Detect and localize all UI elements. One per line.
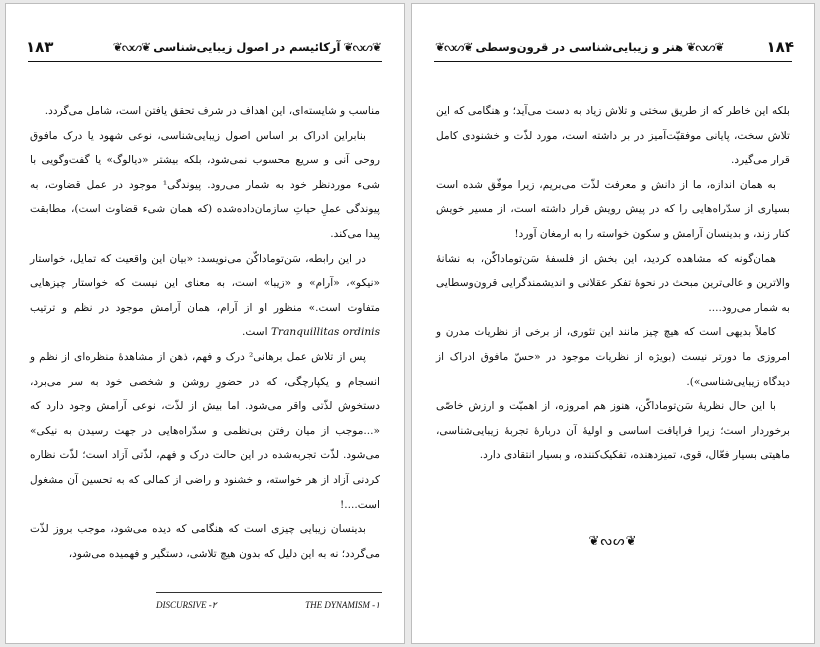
footnote-rule xyxy=(156,592,382,593)
end-ornament-icon: ❦ᔓᔕ❦ xyxy=(588,534,638,549)
paragraph: بدینسان زیبایی چیزی است که هنگامی که دیده می‌شود، موجب بروز لذّت می‌گردد؛ نه به این دلیل که بدون هیچ تلاشی، دستگیر و فهمیده می‌شود، xyxy=(30,523,380,560)
ornament-icon: ❦ᔓᔕ❦ xyxy=(343,40,381,54)
paragraph: بلکه این خاطر که از طریق سختی و تلاش زیاد به دست می‌آید؛ و هنگامی که این تلاش سخت، پایانی موفقیّت‌آمیز در بر داشته است، مورد لذّت و خشنودی کامل قرار می‌گیرد. xyxy=(436,105,790,167)
page-body xyxy=(30,99,380,566)
paragraph: به همان اندازه، ما از دانش و معرفت لذّت می‌بریم، زیرا موفّق شده است بسیاری از سدّراه‌هایی را که در پیش رویش قرار داشته است، از مسیر خویش کنار زند، و بدینسان آرامش و سکون خواسته را به ارمغان آورد! xyxy=(436,178,790,240)
running-title: هنر و زیبایی‌شناسی در قرون‌وسطی xyxy=(475,40,684,54)
paragraph: پس از تلاش عمل برهانی² درک و فهم، ذهن از مشاهدهٔ منظره‌ای از نظم و انسجام و یکپارچگی، که در حضورِ روشن و شخصی خود به سر می‌برد، دستخوش لذّتی واقر می‌شود. اما بیش از لذّت، نوعی آرامش وجود دارد که «...موجب از میان رفتن بی‌نظمی و سدّراه‌هایی در جهت رسیدن به نیکی» می‌شود. لذّت تجربه‌شده در این حالت درک و فهم، لذّتی آزاد است؛ لذّت نظاره کردنی آزاد از هر خواسته، و خشنود و راضی از کمالی که به تحسین آن مشغول است....! xyxy=(30,350,380,511)
page-header xyxy=(26,36,384,58)
right-page xyxy=(411,3,815,644)
left-page xyxy=(5,3,405,644)
paragraph: مناسب و شایسته‌ای، این اهداف در شرف تحقق یافتن است، شامل می‌گردد. xyxy=(44,105,380,117)
page-header xyxy=(432,36,794,58)
paragraph: با این حال نظریهٔ سَن‌توماداکّن، هنوز هم امروزه، از اهمیّت و ارزش خاصّی برخوردار است؛ زیرا فرایافت اساسی و اولیهٔ آن دربارهٔ تجربهٔ زیبایی‌شناسی، ماهیتی بسیار فعّال، قوی، تمیزدهنده، تفکیک‌کننده، و بسیار انتقادی دارد. xyxy=(436,400,790,462)
running-header xyxy=(110,40,384,54)
paragraph xyxy=(30,247,380,345)
footnote: THE DYNAMISM -۱ xyxy=(305,600,380,610)
latin-phrase: Tranquillitas ordinis xyxy=(270,326,380,339)
page-number: ۱۸۴ xyxy=(766,38,794,56)
page-number: ۱۸۳ xyxy=(26,38,54,56)
page-body xyxy=(436,99,790,468)
paragraph: کاملاً بدیهی است که هیچ چیز مانند این تئوری، از برخی از نظریات مدرن و امروزی ما دورتر نیست (بویژه از نظریات موجود در «حسّ مافوق ادراک از دیدگاه زیبایی‌شناسی»). xyxy=(436,326,790,388)
running-title: آرکائیسم در اصول زیبایی‌شناسی xyxy=(153,40,341,54)
footnote: DISCURSIVE -۲ xyxy=(156,600,217,610)
footnotes xyxy=(156,600,380,611)
running-header xyxy=(432,40,727,54)
paragraph-text: در این رابطه، سَن‌توماداکّن می‌نویسد: «بیان این واقعیت که تمایل، خواستار «نیکو»، «آرام» و «زیبا» است، به معنای این نیست که خواستار چیزهایی متفاوت است.» منظور او از آرام، همان آرامش موجود در نظم و ترتیب xyxy=(30,252,380,314)
paragraph-text: است. xyxy=(241,326,268,339)
ornament-icon: ❦ᔓᔕ❦ xyxy=(112,40,151,54)
paragraph: بنابراین ادراک بر اساس اصول زیبایی‌شناسی، نوعی شهود یا درک مافوق روحی آنی و سریع محسوب نمی‌شود، بلکه بیشتر «دیالوگ» یا گفت‌وگویی با شیء موردنظر خود به شمار می‌رود. پیوندگی¹ موجود در عمل قضاوت، به پیوندگی عملِ حیاتِ سازمان‌داده‌شده (که همان شیء قضاوت است)، مطابقت پیدا می‌کند. xyxy=(30,129,380,240)
ornament-icon: ❦ᔓᔕ❦ xyxy=(435,40,473,54)
paragraph: همان‌گونه که مشاهده کردید، این بخش از فلسفهٔ سَن‌توماداکّن، به نشانهٔ والاترین و عالی‌ترین مبحث در نحوهٔ تفکر عقلانی و اندیشمندگرایی قرون‌وسطایی به شمار می‌رود.... xyxy=(436,252,790,314)
header-rule xyxy=(434,61,792,62)
header-rule xyxy=(28,61,382,62)
ornament-icon: ❦ᔓᔕ❦ xyxy=(686,40,724,54)
